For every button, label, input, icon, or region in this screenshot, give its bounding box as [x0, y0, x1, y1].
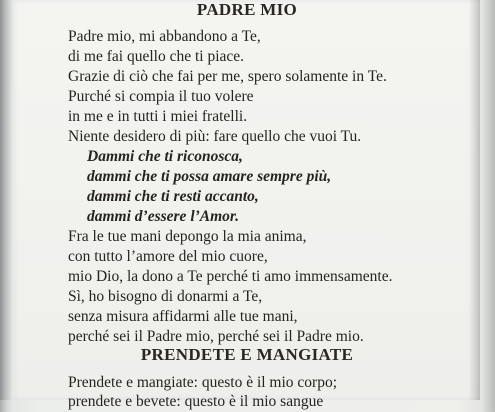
- verse-line: prendete e bevete: questo è il mio sangue: [68, 393, 324, 410]
- verse-line: Padre mio, mi abbandono a Te,: [68, 28, 261, 45]
- verse-line: senza misura affidarmi alle tue mani,: [68, 308, 298, 325]
- verse-line: di me fai quello che ti piace.: [68, 48, 245, 65]
- italic-verse-line: dammi che ti resti accanto,: [87, 188, 259, 205]
- verse-line: Prendete e mangiate: questo è il mio corpo;: [68, 374, 338, 391]
- verse-line: mio Dio, la dono a Te perché ti amo immensamente.: [68, 268, 393, 285]
- verse-line: Sì, ho bisogno di donarmi a Te,: [68, 288, 263, 305]
- italic-verse-line: Dammi che ti riconosca,: [87, 148, 243, 165]
- verse-line: Niente desidero di più: fare quello che vuoi Tu.: [68, 128, 362, 145]
- prayer-card: [14, 0, 480, 410]
- verse-line: Grazie di ciò che fai per me, spero solamente in Te.: [68, 68, 387, 85]
- title-padre-mio: PADRE MIO: [196, 0, 298, 19]
- italic-verse-line: dammi d’essere l’Amor.: [87, 208, 239, 225]
- verse-line: Fra le tue mani depongo la mia anima,: [68, 228, 307, 245]
- verse-line: Purché si compia il tuo volere: [68, 88, 254, 105]
- title-prendete-e-mangiate: PRENDETE E MANGIATE: [140, 345, 354, 364]
- verse-line: perché sei il Padre mio, perché sei il Padre mio.: [68, 328, 364, 345]
- verse-line: in me e in tutti i miei fratelli.: [68, 108, 248, 125]
- italic-verse-line: dammi che ti possa amare sempre più,: [87, 168, 332, 185]
- right-edge-shadow: [468, 0, 480, 400]
- verse-line: con tutto l’amore del mio cuore,: [68, 248, 268, 265]
- left-edge-shadow: [0, 0, 14, 400]
